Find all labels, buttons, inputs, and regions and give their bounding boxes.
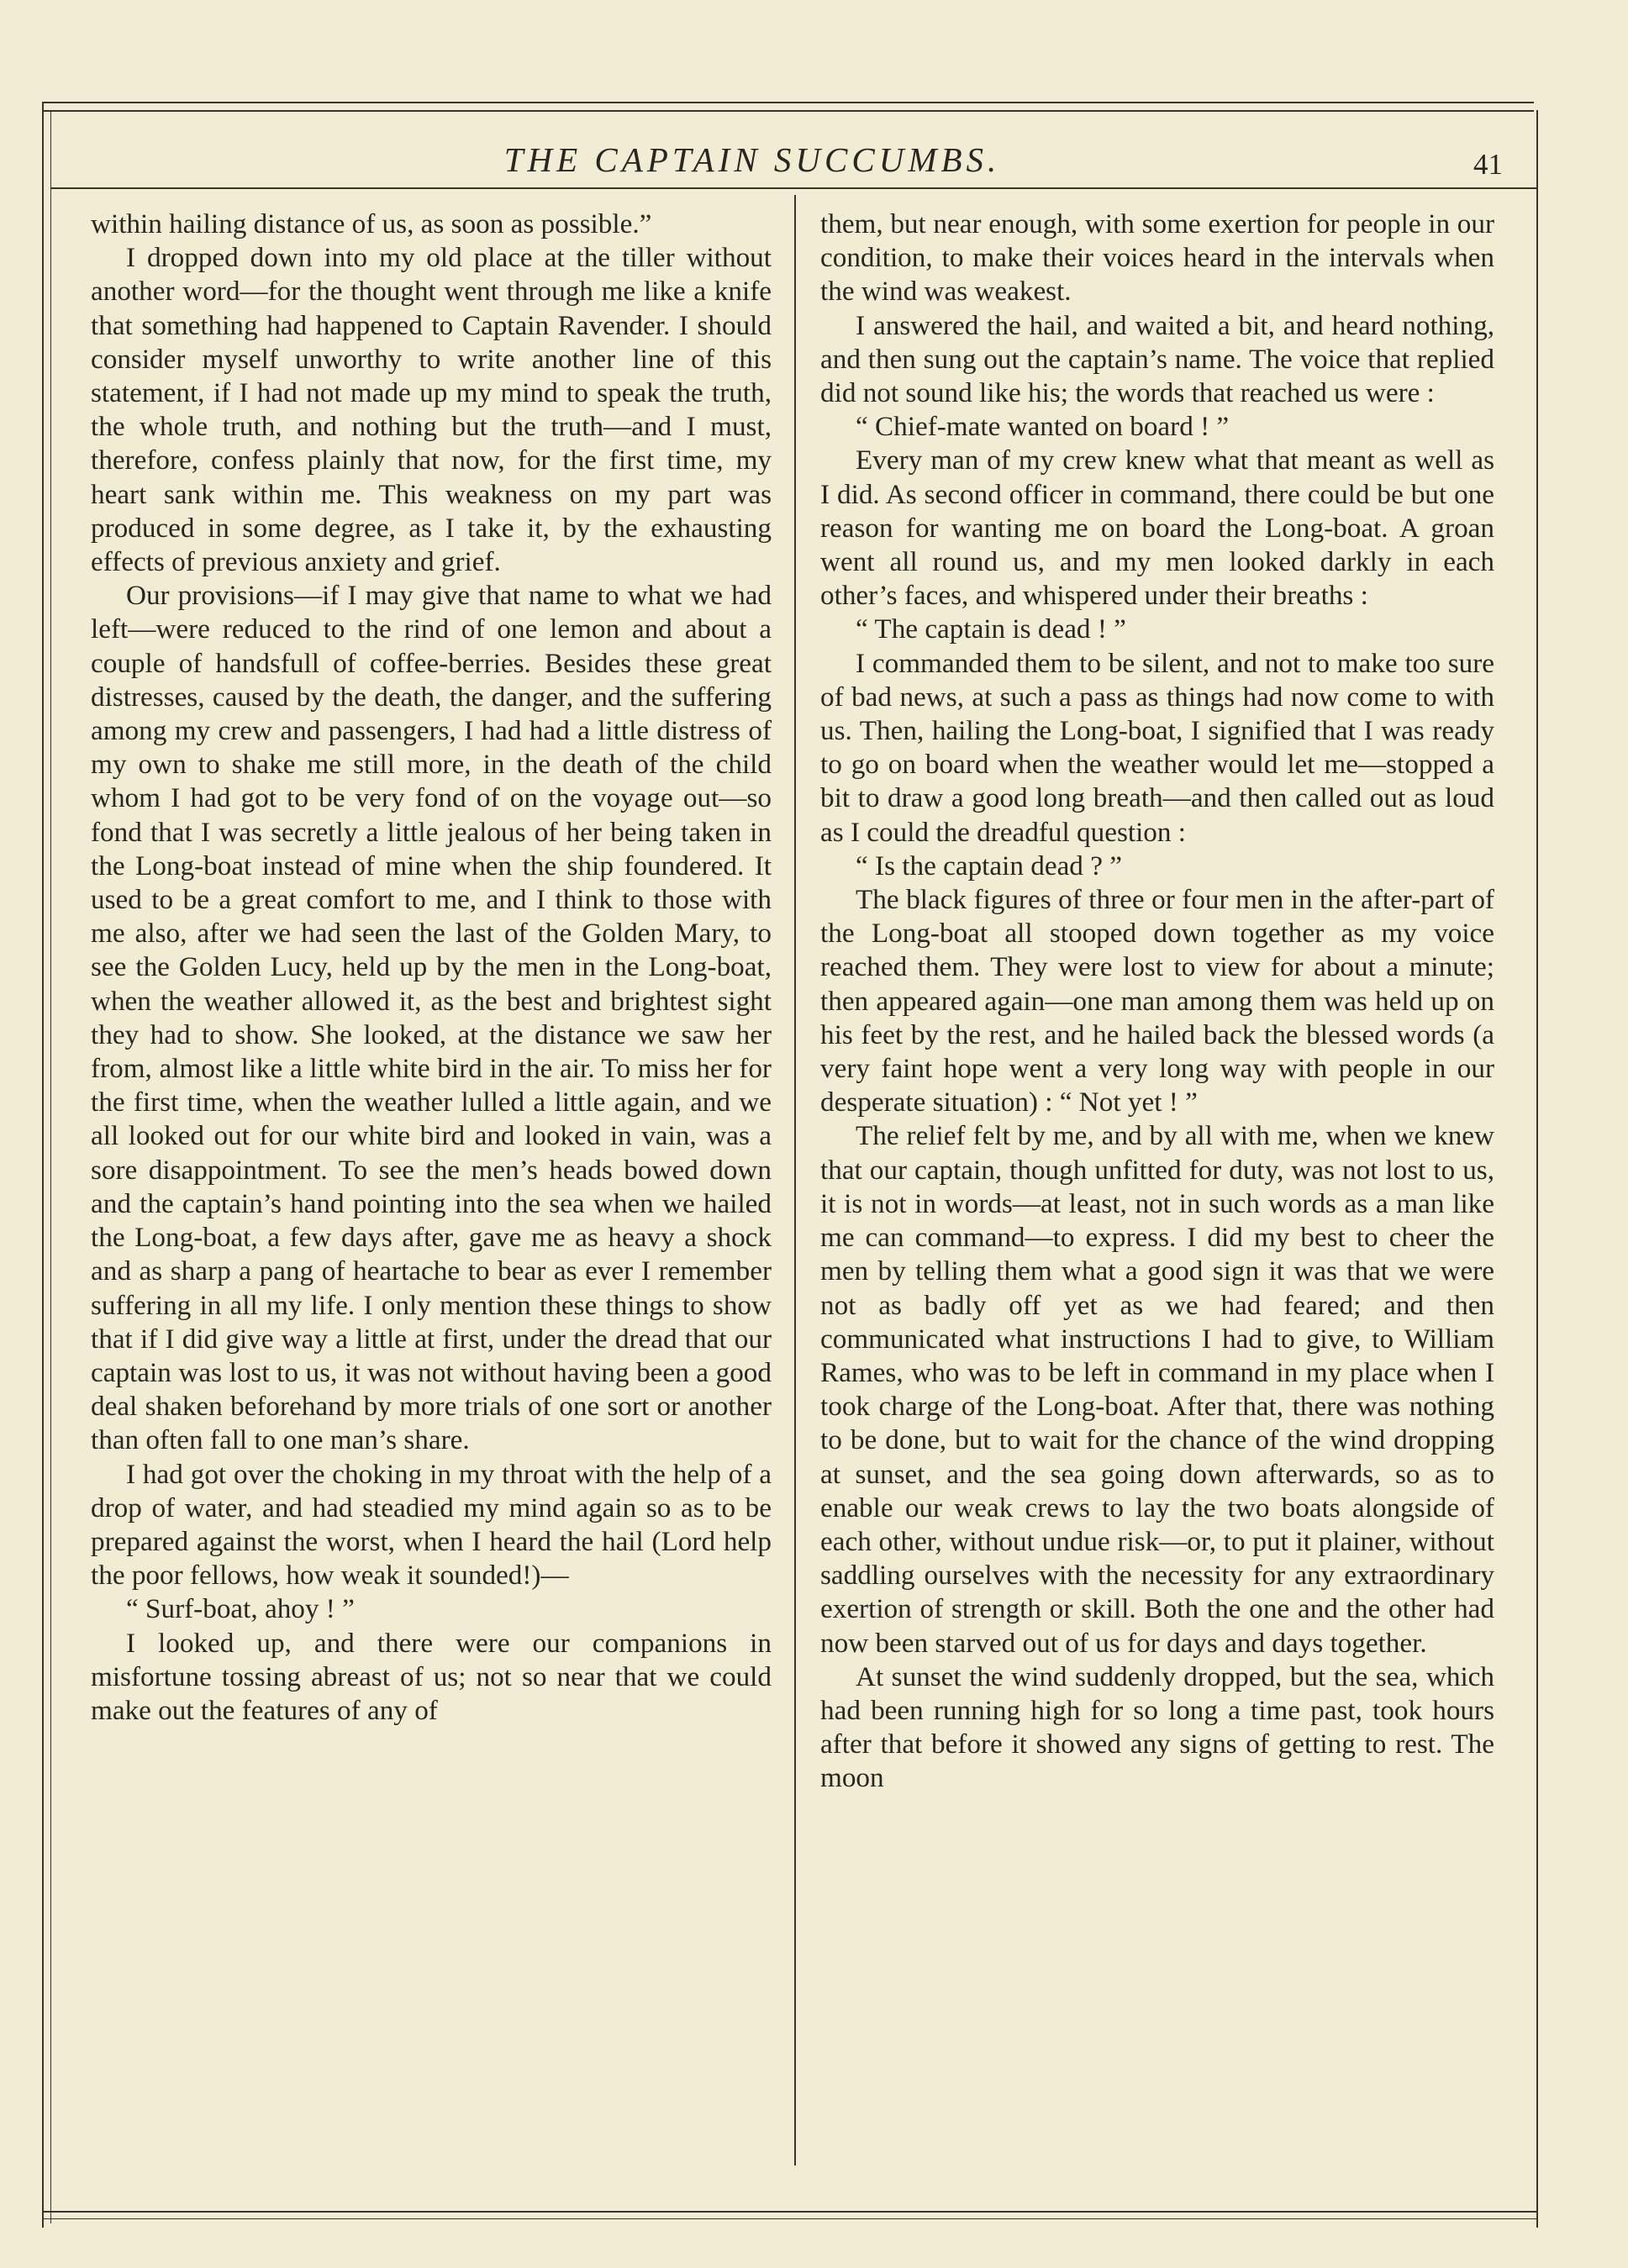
paragraph: them, but near enough, with some exertion for people in our condition, to make their voices heard in the intervals when the wind was weakest. xyxy=(820,208,1494,308)
paragraph: At sunset the wind suddenly dropped, but the sea, which had been running high for so long a time past, took hours after that before it showed any signs of getting to rest. The moon xyxy=(820,1660,1494,1794)
dialogue-line: “ Chief-mate wanted on board ! ” xyxy=(856,411,1230,443)
paragraph: I commanded them to be silent, and not to make too sure of bad news, at such a pass as things had now come to with us. Then, hailing the Long-boat, I signified that I was ready to go on board when the weather would let me—stopped a bit to draw a good long breath—and then called out as loud as I could the dreadful question : xyxy=(820,647,1494,848)
header-underline xyxy=(50,187,1536,189)
running-header-title: THE CAPTAIN SUCCUMBS. xyxy=(503,140,1001,179)
text-column-right xyxy=(820,208,1494,1796)
dialogue-line: “ The captain is dead ! ” xyxy=(856,613,1126,645)
top-border-rule xyxy=(42,102,1534,103)
paragraph: I had got over the choking in my throat with the help of a drop of water, and had steadied my mind again so as to be prepared against the worst, when I heard the hail (Lord help the poor fellows, how weak it sounded!)— xyxy=(91,1458,772,1592)
paragraph: The black figures of three or four men in the after-part of the Long-boat all stooped down together as my voice reached them. They were lost to view for about a minute; then appeared again—one man among them was held up on his feet by the rest, and he hailed back the blessed words (a very faint hope went a very long way with people in our desperate situation) : “ Not yet ! ” xyxy=(820,884,1494,1118)
paragraph: Our provisions—if I may give that name to what we had left—were reduced to the rind of one lemon and about a couple of handsfull of coffee-berries. Besides these great distresses, caused by the death, the danger, and the suffering among my crew and passengers, I had had a little distress of my own to shake me still more, in the death of the child whom I had got to be very fond of on the voyage out—so fond that I was secretly a little jealous of her being taken in the Long-boat instead of mine when the ship foundered. It used to be a great comfort to me, and I think to those with me also, after we had seen the last of the Golden Mary, to see the Golden Lucy, held up by the men in the Long-boat, when the weather allowed it, as the best and brightest sight they had to show. She looked, at the distance we saw her from, almost like a little white bird in the air. To miss her for the first time, when the weather lulled a little again, and we all looked out for our white bird and looked in vain, was a sore disappointment. To see the men’s heads bowed down and the captain’s hand pointing into the sea when we hailed the Long-boat, a few days after, gave me as heavy a shock and as sharp a pang of heartache to bear as ever I remember suffering in all my life. I only mention these things to show that if I did give way a little at first, under the dread that our captain was lost to us, it was not without having been a good deal shaken beforehand by more trials of one sort or another than often fall to one man’s share. xyxy=(91,580,772,1456)
page-number: 41 xyxy=(1473,148,1503,181)
dialogue-line: “ Surf-boat, ahoy ! ” xyxy=(126,1593,355,1625)
bottom-border-rule xyxy=(42,2211,1538,2213)
column-divider xyxy=(794,195,796,2165)
text-column-left xyxy=(91,208,772,1728)
left-border-rule xyxy=(42,102,44,2228)
bottom-border-rule-inner xyxy=(42,2218,1538,2219)
paragraph: Every man of my crew knew what that meant as well as I did. As second officer in command, there could be but one reason for wanting me on board the Long-boat. A groan went all round us, and my men looked darkly in each other’s faces, and whispered under their breaths : xyxy=(820,445,1494,612)
paragraph: The relief felt by me, and by all with me, when we knew that our captain, though unfitted for duty, was not lost to us, it is not in words—at least, not in such words as a man like me can command—to express. I did my best to cheer the men by telling them what a good sign it was that we were not as badly off yet as we had feared; and then communicated what instructions I had to give, to William Rames, who was to be left in command in my place when I took charge of the Long-boat. After that, there was nothing to be done, but to wait for the chance of the wind dropping at sunset, and the sea going down afterwards, so as to enable our weak crews to lay the two boats alongside of each other, without undue risk—or, to put it plainer, without saddling ourselves with the necessity for any extraordinary exertion of strength or skill. Both the one and the other had now been starved out of us for days and days together. xyxy=(820,1120,1494,1659)
paragraph: I looked up, and there were our companions in misfortune tossing abreast of us; not so near that we could make out the features of any of xyxy=(91,1627,772,1726)
paragraph: I dropped down into my old place at the tiller without another word—for the thought went through me like a knife that something had happened to Captain Ravender. I should consider myself unworthy to write another line of this statement, if I had not made up my mind to speak the truth, the whole truth, and nothing but the truth—and I must, therefore, confess plainly that now, for the first time, my heart sank within me. This weakness on my part was produced in some degree, as I take it, by the exhausting effects of previous anxiety and grief. xyxy=(91,242,772,578)
paragraph: within hailing distance of us, as soon as possible.” xyxy=(91,208,652,239)
right-border-rule xyxy=(1536,110,1538,2228)
left-border-rule-inner xyxy=(50,110,51,2223)
top-border-rule-inner xyxy=(42,110,1534,112)
paragraph: I answered the hail, and waited a bit, and heard nothing, and then sung out the captain’s name. The voice that replied did not sound like his; the words that reached us were : xyxy=(820,309,1494,409)
dialogue-line: “ Is the captain dead ? ” xyxy=(856,850,1122,881)
